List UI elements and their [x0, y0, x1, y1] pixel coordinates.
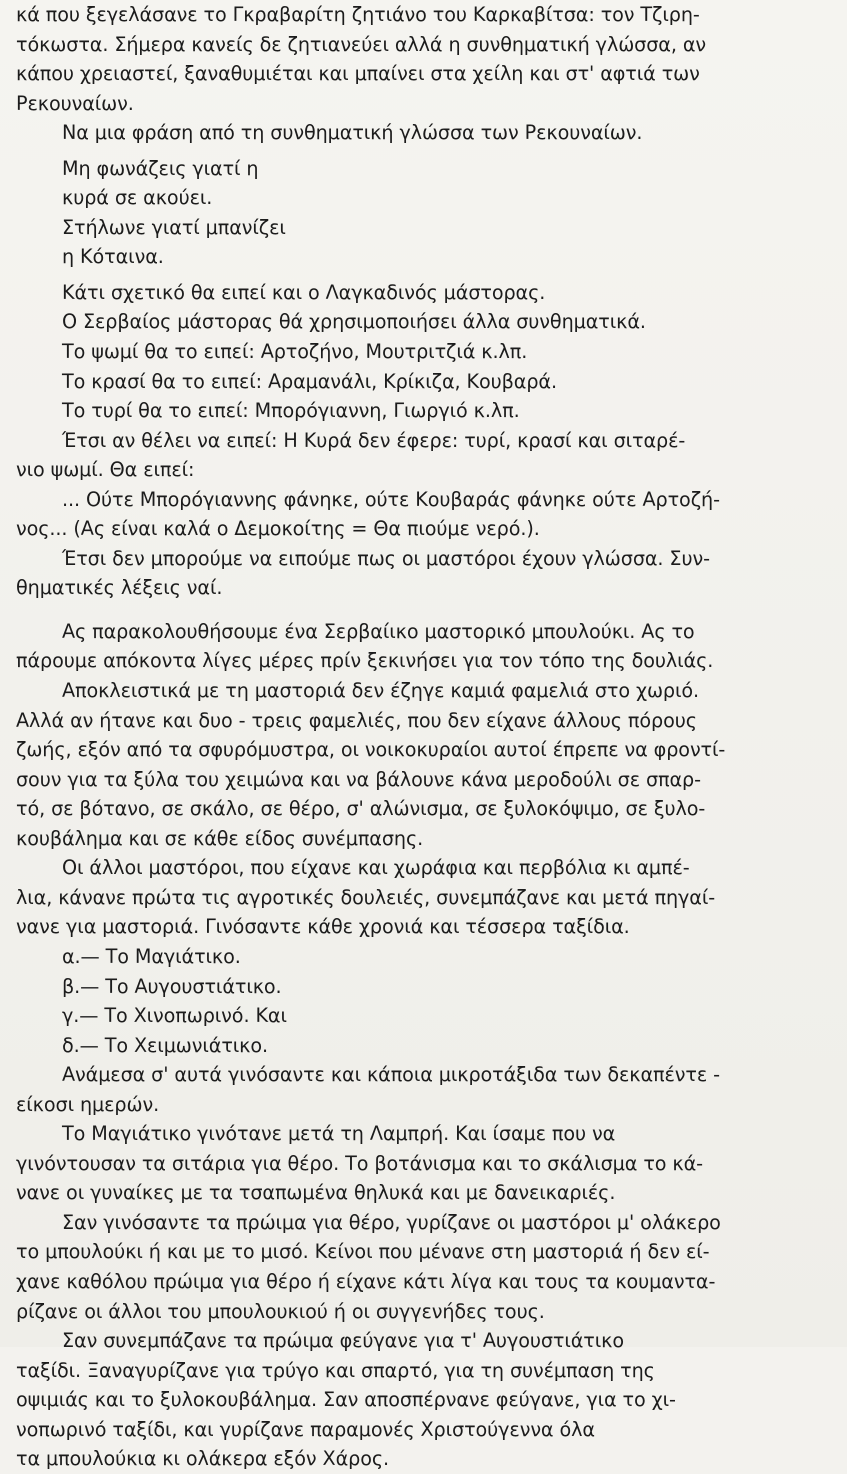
text-line: είκοσι ημερών.: [16, 1092, 160, 1116]
text-line: Σαν συνεμπάζανε τα πρώιμα φεύγανε για τ' Αυγουστιάτικο: [62, 1329, 624, 1353]
list-item: α.— Το Μαγιάτικο.: [62, 944, 241, 968]
verse-line: κυρά σε ακούει.: [62, 186, 213, 210]
text-line: νος... (Ας είναι καλά ο Δεμοκοίτης = Θα πιούμε νερό.).: [16, 517, 540, 541]
text-line: το μπουλούκι ή και με το μισό. Κείνοι που μένανε στη μαστοριά ή δεν εί-: [16, 1240, 710, 1264]
text-line: Ρεκουναίων.: [16, 91, 134, 115]
text-line: Έτσι αν θέλει να ειπεί: Η Κυρά δεν έφερε: τυρί, κρασί και σιταρέ-: [62, 428, 686, 452]
text-line: Ο Σερβαίος μάστορας θά χρησιμοποιήσει άλλα συνθηματικά.: [62, 310, 646, 334]
text-line: Σαν γινόσαντε τα πρώιμα για θέρο, γυρίζανε οι μαστόροι μ' ολάκερο: [62, 1210, 721, 1234]
text-line: κουβάλημα και σε κάθε είδος συνέμπασης.: [16, 826, 424, 850]
text-line: Το κρασί θα το ειπεί: Αραμανάλι, Κρίκιζα, Κουβαρά.: [62, 369, 557, 393]
text-line: ταξίδι. Ξαναγυρίζανε για τρύγο και σπαρτό, για τη συνέμπαση της: [16, 1358, 655, 1382]
text-line: Ας παρακολουθήσουμε ένα Σερβαίικο μαστορικό μπουλούκι. Ας το: [62, 619, 695, 643]
verse-line: Στήλωνε γιατί μπανίζει: [62, 215, 286, 239]
text-line: ζωής, εξόν από τα σφυρόμυστρα, οι νοικοκυραίοι αυτοί έπρεπε να φροντί-: [16, 738, 726, 762]
text-line: Ανάμεσα σ' αυτά γινόσαντε και κάποια μικροτάξιδα των δεκαπέντε -: [62, 1063, 720, 1087]
text-line: τό, σε βότανο, σε σκάλο, σε θέρο, σ' αλώνισμα, σε ξυλοκόψιμο, σε ξυλο-: [16, 797, 706, 821]
text-line: κά που ξεγελάσανε το Γκραβαρίτη ζητιάνο του Καρκαβίτσα: τον Τζιρη-: [16, 3, 700, 26]
list-item: β.— Το Αυγουστιάτικο.: [62, 974, 282, 998]
text-line: θηματικές λέξεις ναί.: [16, 576, 223, 600]
verse-line: η Κόταινα.: [62, 245, 164, 269]
text-line: πάρουμε απόκοντα λίγες μέρες πρίν ξεκινήσει για τον τόπο της δουλιάς.: [16, 649, 714, 673]
text-line: Αλλά αν ήτανε και δυο - τρεις φαμελιές, που δεν είχανε άλλους πόρους: [16, 708, 697, 732]
text-line: Το τυρί θα το ειπεί: Μπορόγιαννη, Γιωργιό κ.λπ.: [62, 399, 520, 423]
text-line: Αποκλειστικά με τη μαστοριά δεν έζηγε καμιά φαμελιά στο χωριό.: [62, 679, 700, 703]
text-line: γινόντουσαν τα σιτάρια για θέρο. Το βοτάνισμα και το σκάλισμα το κά-: [16, 1151, 703, 1175]
text-line: χανε καθόλου πρώιμα για θέρο ή είχανε κάτι λίγα και τους τα κουμαντα-: [16, 1269, 716, 1293]
list-item: δ.— Το Χειμωνιάτικο.: [62, 1033, 269, 1057]
text-line: οψιμιάς και το ξυλοκουβάλημα. Σαν αποσπέρνανε φεύγανε, για το χι-: [16, 1388, 676, 1412]
text-line: Το ψωμί θα το ειπεί: Αρτοζήνο, Μουτριτζιά κ.λπ.: [62, 340, 528, 364]
section-break: [16, 603, 833, 617]
text-line: νανε οι γυναίκες με τα τσαπωμένα θηλυκά και με δανεικαριές.: [16, 1181, 616, 1205]
text-line: νιο ψωμί. Θα ειπεί:: [16, 458, 195, 482]
text-line: ρίζανε οι άλλοι του μπουλουκιού ή οι συγγενήδες τους.: [16, 1299, 545, 1323]
list-item: γ.— Το Χινοπωρινό. Και: [62, 1004, 287, 1028]
text-line: τα μπουλούκια κι ολάκερα εξόν Χάρος.: [16, 1447, 389, 1471]
text-line: τόκωστα. Σήμερα κανείς δε ζητιανεύει αλλά η συνθηματική γλώσσα, αν: [16, 32, 706, 56]
text-line: Το Μαγιάτικο γινότανε μετά τη Λαμπρή. Και ίσαμε που να: [62, 1122, 616, 1146]
text-line: Έτσι δεν μπορούμε να ειπούμε πως οι μαστόροι έχουν γλώσσα. Συν-: [62, 546, 710, 570]
text-line: νανε για μαστοριά. Γινόσαντε κάθε χρονιά και τέσσερα ταξίδια.: [16, 915, 630, 939]
text-line: σουν για τα ξύλα του χειμώνα και να βάλουνε κάνα μεροδούλι σε σπαρ-: [16, 767, 701, 791]
text-line: ... Ούτε Μπορόγιαννης φάνηκε, ούτε Κουβαράς φάνηκε ούτε Αρτοζή-: [62, 487, 720, 511]
verse-line: Μη φωνάζεις γιατί η: [62, 156, 259, 180]
text-line: Οι άλλοι μαστόροι, που είχανε και χωράφια και περβόλια κι αμπέ-: [62, 856, 690, 880]
text-line: λια, κάνανε πρώτα τις αγροτικές δουλειές, συνεμπάζανε και μετά πηγαί-: [16, 885, 716, 909]
text-line: Κάτι σχετικό θα ειπεί και ο Λαγκαδινός μάστορας.: [62, 280, 546, 304]
text-line: νοπωρινό ταξίδι, και γυρίζανε παραμονές Χριστούγεννα όλα: [16, 1417, 595, 1441]
text-line: κάπου χρειαστεί, ξαναθυμιέται και μπαίνει στα χείλη και στ' αφτιά των: [16, 62, 700, 86]
text-line: Να μια φράση από τη συνθηματική γλώσσα των Ρεκουναίων.: [62, 121, 643, 145]
